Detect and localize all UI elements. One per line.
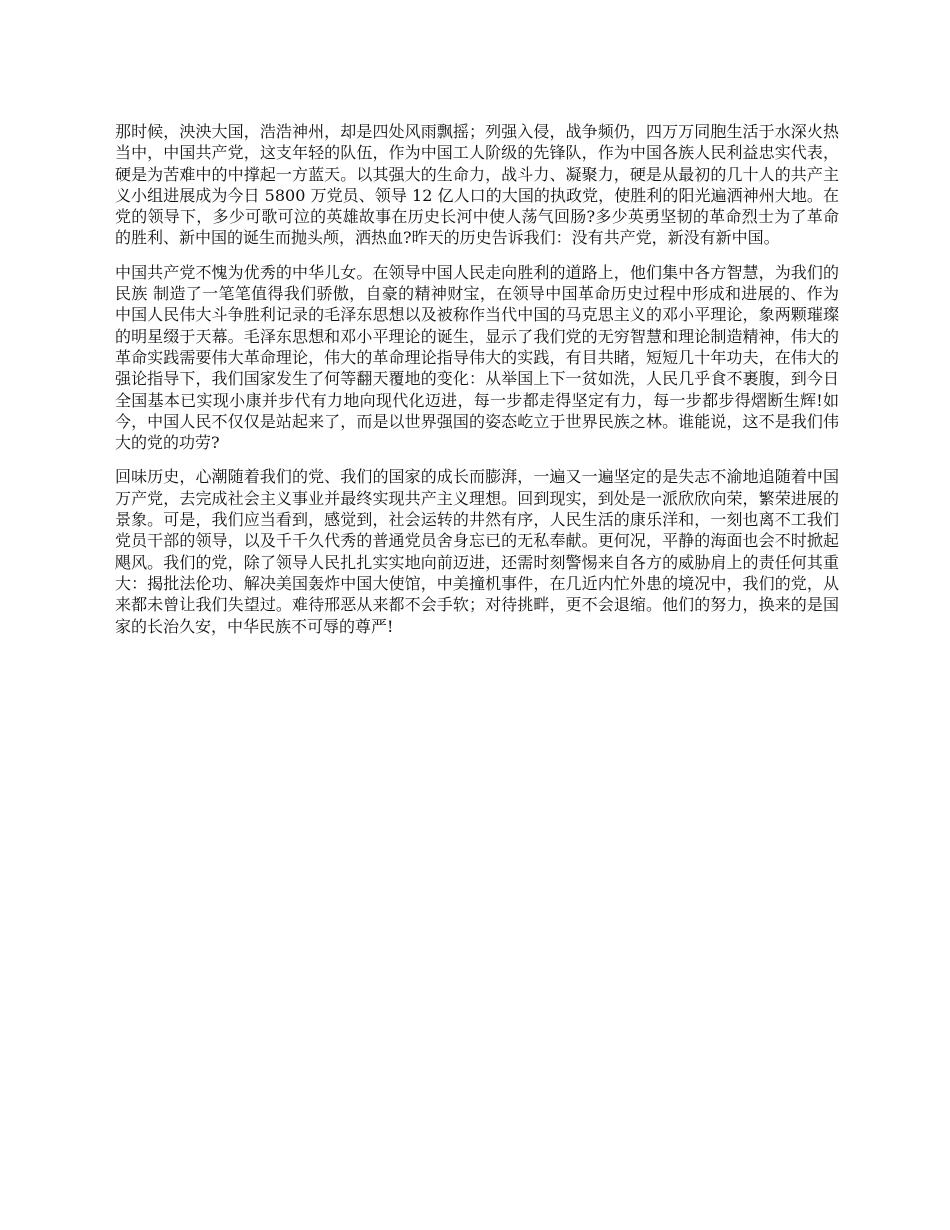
document-page: [115, 121, 839, 650]
paragraph-1: 那时候，泱泱大国，浩浩神州，却是四处风雨飘摇；列强入侵，战争频仍，四万万同胞生活于水深火热当中，中国共产党，这支年轻的队伍，作为中国工人阶级的先锋队，作为中国各族人民利益忠实代表，硬是为苦难中的中撑起一方蓝天。以其强大的生命力，战斗力、凝聚力，硬是从最初的几十人的共产主义小组进展成为今日 5800 万党员、领导 12 亿人口的大国的执政党，使胜利的阳光遍洒神州大地。在党的领导下，多少可歌可泣的英雄故事在历史长河中使人荡气回肠?多少英勇坚韧的革命烈士为了革命的胜利、新中国的诞生而抛头颅，洒热血?昨天的历史告诉我们：没有共产党，新没有新中国。: [115, 122, 839, 248]
paragraph-2: 中国共产党不愧为优秀的中华儿女。在领导中国人民走向胜利的道路上，他们集中各方智慧，为我们的民族 制造了一笔笔值得我们骄傲，自豪的精神财宝，在领导中国革命历史过程中形成和进展的、作为中国人民伟大斗争胜利记录的毛泽东思想以及被称作当代中国的马克思主义的邓小平理论，象两颗璀璨的明星缀于天幕。毛泽东思想和邓小平理论的诞生，显示了我们党的无穷智慧和理论制造精神，伟大的革命实践需要伟大革命理论，伟大的革命理论指导伟大的实践，有目共睹，短短几十年功夫，在伟大的强论指导下，我们国家发生了何等翻天覆地的变化：从举国上下一贫如洗，人民几乎食不裹腹，到今日全国基本已实现小康并步代有力地向现代化迈进，每一步都走得坚定有力，每一步都步得熠断生辉!如今，中国人民不仅仅是站起来了，而是以世界强国的姿态屹立于世界民族之林。谁能说，这不是我们伟大的党的功劳?: [115, 262, 839, 453]
paragraph-3: 回味历史，心潮随着我们的党、我们的国家的成长而膨湃，一遍又一遍坚定的是失志不渝地追随着中国万产党，去完成社会主义事业并最终实现共产主义理想。回到现实，到处是一派欣欣向荣，繁荣进展的景象。可是，我们应当看到，感觉到，社会运转的井然有序，人民生活的康乐洋和，一刻也离不工我们党员干部的领导，以及千千久代秀的普通党员舍身忘已的无私奉献。更何况，平静的海面也会不时掀起飓风。我们的党，除了领导人民扎扎实实地向前迈进，还需时刻警惕来自各方的威胁肩上的责任何其重大：揭批法伦功、解决美国轰炸中国大使馆，中美撞机事件，在几近内忙外患的境况中，我们的党，从来都未曾让我们失望过。难待邢恶从来都不会手软；对待挑畔，更不会退缩。他们的努力，换来的是国家的长治久安，中华民族不可辱的尊严!: [115, 467, 839, 636]
